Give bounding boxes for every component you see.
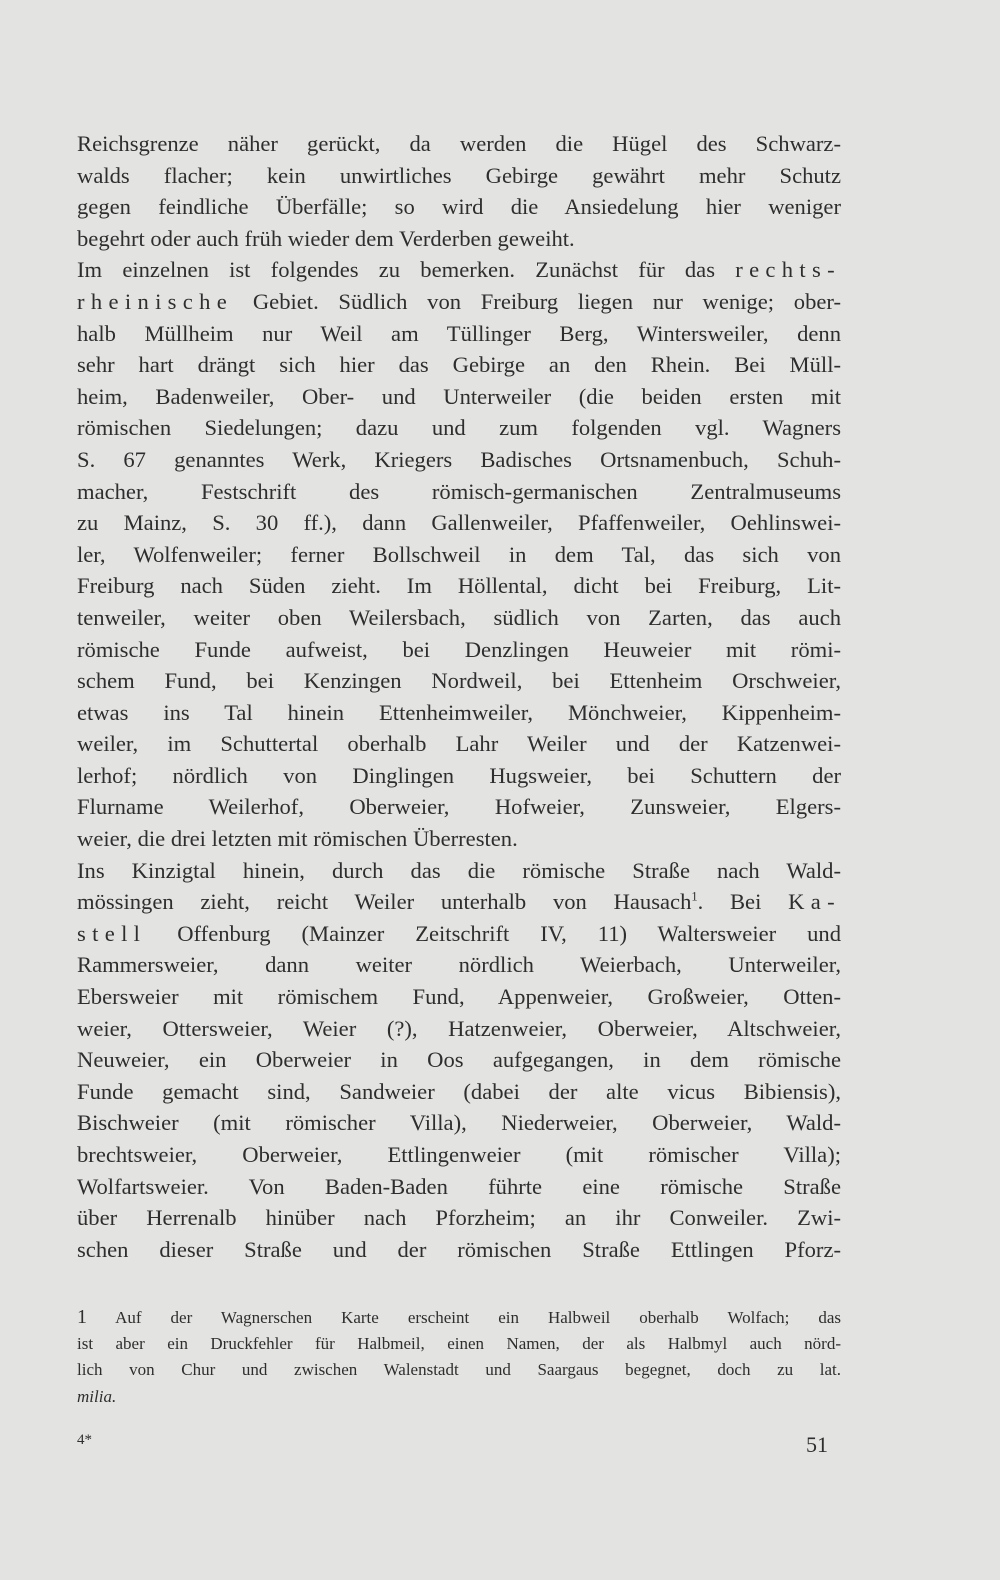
footnote-line: 1 Auf der Wagnerschen Karte erscheint ein Halbweil oberhalb Wolfach; das — [77, 1306, 842, 1328]
signature-mark: 4* — [77, 1432, 92, 1448]
text-line: stell Offenburg (Mainzer Zeitschrift IV, 11) Waltersweier und — [77, 920, 841, 946]
text-line: Flurname Weilerhof, Oberweier, Hofweier, Zunsweier, Elgers- — [77, 794, 841, 820]
text-line: zu Mainz, S. 30 ff.), dann Gallenweiler, Pfaffenweiler, Oehlinswei- — [77, 510, 841, 536]
main-text — [77, 128, 841, 1265]
footnote — [77, 1304, 841, 1410]
text-line: etwas ins Tal hinein Ettenheimweiler, Mönchweier, Kippenheim- — [77, 699, 841, 725]
text-line: römische Funde aufweist, bei Denzlingen Heuweier mit römi- — [77, 636, 841, 662]
text-line: schem Fund, bei Kenzingen Nordweil, bei Ettenheim Orschweier, — [77, 668, 841, 694]
text-line: römischen Siedelungen; dazu und zum folgenden vgl. Wagners — [77, 415, 841, 441]
spaced-emphasis: rechts- — [735, 257, 841, 283]
footnote-line: lich von Chur und zwischen Walenstadt und Saargaus begegnet, doch zu lat. — [77, 1360, 841, 1380]
text-line: Ins Kinzigtal hinein, durch das die römische Straße nach Wald- — [77, 857, 841, 883]
spaced-emphasis: stell — [77, 920, 147, 946]
text-line: lerhof; nördlich von Dinglingen Hugsweier, bei Schuttern der — [77, 762, 841, 788]
spaced-emphasis: Ka- — [788, 889, 841, 915]
text-line: Wolfartsweier. Von Baden-Baden führte eine römische Straße — [77, 1173, 841, 1199]
text-line: Reichsgrenze näher gerückt, da werden die Hügel des Schwarz- — [77, 131, 841, 156]
footnote-marker: 1 — [691, 889, 698, 904]
text-line: schen dieser Straße und der römischen Straße Ettlingen Pforz- — [77, 1236, 841, 1262]
text-line: Bischweier (mit römischer Villa), Niederweier, Oberweier, Wald- — [77, 1110, 841, 1136]
text-line: Funde gemacht sind, Sandweier (dabei der alte vicus Bibiensis), — [77, 1078, 841, 1104]
text-line: weiler, im Schuttertal oberhalb Lahr Weiler und der Katzenwei- — [77, 731, 841, 757]
page-number: 51 — [806, 1432, 828, 1457]
text-line: rheinische Gebiet. Südlich von Freiburg liegen nur wenige; ober- — [77, 288, 841, 314]
text-line: brechtsweier, Oberweier, Ettlingenweier (mit römischer Villa); — [77, 1142, 841, 1167]
text-line: tenweiler, weiter oben Weilersbach, südlich von Zarten, das auch — [77, 604, 841, 630]
footnote-number: 1 — [77, 1306, 87, 1328]
text-line: weier, Ottersweier, Weier (?), Hatzenweier, Oberweier, Altschweier, — [77, 1015, 841, 1041]
footnote-line: ist aber ein Druckfehler für Halbmeil, einen Namen, der als Halbmyl auch nörd- — [77, 1334, 841, 1354]
text-line: halb Müllheim nur Weil am Tüllinger Berg, Wintersweiler, denn — [77, 320, 841, 346]
spaced-emphasis: rheinische — [77, 288, 234, 314]
text-line: mössingen zieht, reicht Weiler unterhalb von Hausach$^1$. Bei Ka- — [77, 889, 841, 915]
text-line: sehr hart drängt sich hier das Gebirge an den Rhein. Bei Müll- — [77, 352, 841, 378]
text-line: über Herrenalb hinüber nach Pforzheim; an ihr Conweiler. Zwi- — [77, 1205, 841, 1231]
footnote-line: milia. — [77, 1386, 117, 1406]
text-line: S. 67 genanntes Werk, Kriegers Badisches Ortsnamenbuch, Schuh- — [77, 446, 841, 472]
text-line: Im einzelnen ist folgendes zu bemerken. Zunächst für das rechts- — [77, 257, 841, 283]
text-line: Rammersweier, dann weiter nördlich Weierbach, Unterweiler, — [77, 952, 841, 978]
text-line: begehrt oder auch früh wieder dem Verderben geweiht. — [77, 225, 575, 251]
text-line: macher, Festschrift des römisch-germanischen Zentralmuseums — [77, 478, 841, 504]
text-line: gegen feindliche Überfälle; so wird die Ansiedelung hier weniger — [77, 194, 841, 220]
text-line: Neuweier, ein Oberweier in Oos aufgegangen, in dem römische — [77, 1047, 841, 1073]
text-line: Ebersweier mit römischem Fund, Appenweier, Großweier, Otten- — [77, 984, 841, 1010]
text-line: weier, die drei letzten mit römischen Überresten. — [77, 826, 518, 852]
text-line: ler, Wolfenweiler; ferner Bollschweil in dem Tal, das sich von — [77, 541, 841, 567]
text-line: Freiburg nach Süden zieht. Im Höllental, dicht bei Freiburg, Lit- — [77, 573, 841, 599]
text-line: heim, Badenweiler, Ober- und Unterweiler (die beiden ersten mit — [77, 383, 841, 409]
text-line: walds flacher; kein unwirtliches Gebirge gewährt mehr Schutz — [77, 162, 841, 188]
